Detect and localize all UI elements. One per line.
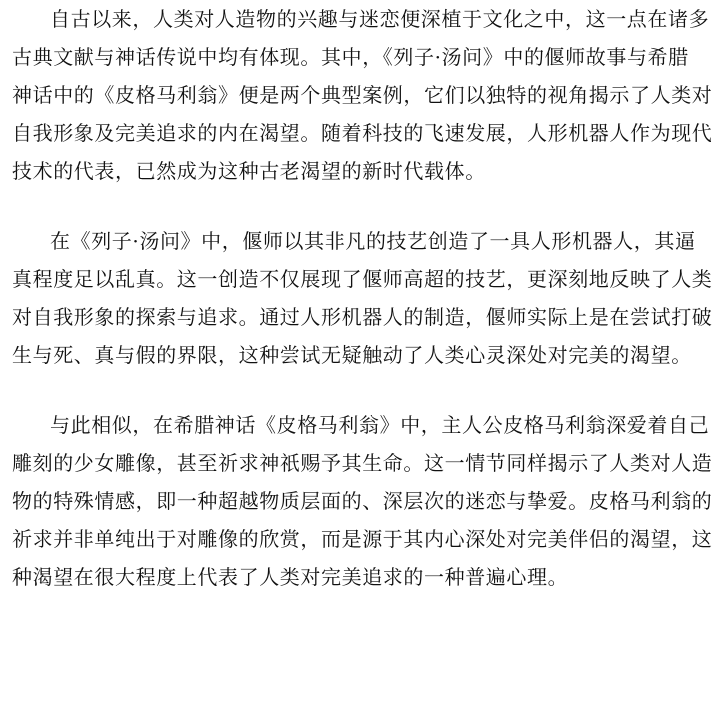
text-line: 神话中的《皮格马利翁》便是两个典型案例，它们以独特的视角揭示了人类对	[12, 83, 713, 107]
text-line: 生与死、真与假的界限，这种尝试无疑触动了人类心灵深处对完美的渴望。	[12, 343, 692, 367]
text-line: 种渴望在很大程度上代表了人类对完美追求的一种普遍心理。	[12, 565, 569, 589]
text-line: 与此相似，在希腊神话《皮格马利翁》中，主人公皮格马利翁深爱着自己	[50, 413, 710, 437]
paragraph-1	[12, 4, 712, 194]
text-line: 祈求并非单纯出于对雕像的欣赏，而是源于其内心深处对完美伴侣的渴望，这	[12, 527, 713, 551]
paragraph-2	[12, 226, 712, 378]
document-body	[12, 4, 712, 632]
text-line: 真程度足以乱真。这一创造不仅展现了偃师高超的技艺，更深刻地反映了人类	[12, 267, 713, 291]
text-line: 古典文献与神话传说中均有体现。其中，《列子·汤问》中的偃师故事与希腊	[12, 45, 689, 69]
text-line: 对自我形象的探索与追求。通过人形机器人的制造，偃师实际上是在尝试打破	[12, 305, 713, 329]
paragraph-3	[12, 410, 712, 600]
text-line: 物的特殊情感，即一种超越物质层面的、深层次的迷恋与挚爱。皮格马利翁的	[12, 489, 713, 513]
text-line: 自古以来，人类对人造物的兴趣与迷恋便深植于文化之中，这一点在诸多	[50, 7, 710, 31]
text-line: 雕刻的少女雕像，甚至祈求神祇赐予其生命。这一情节同样揭示了人类对人造	[12, 451, 713, 475]
text-line: 技术的代表，已然成为这种古老渴望的新时代载体。	[12, 159, 486, 183]
text-line: 自我形象及完美追求的内在渴望。随着科技的飞速发展，人形机器人作为现代	[12, 121, 713, 145]
text-line: 在《列子·汤问》中，偃师以其非凡的技艺创造了一具人形机器人，其逼	[50, 229, 696, 253]
